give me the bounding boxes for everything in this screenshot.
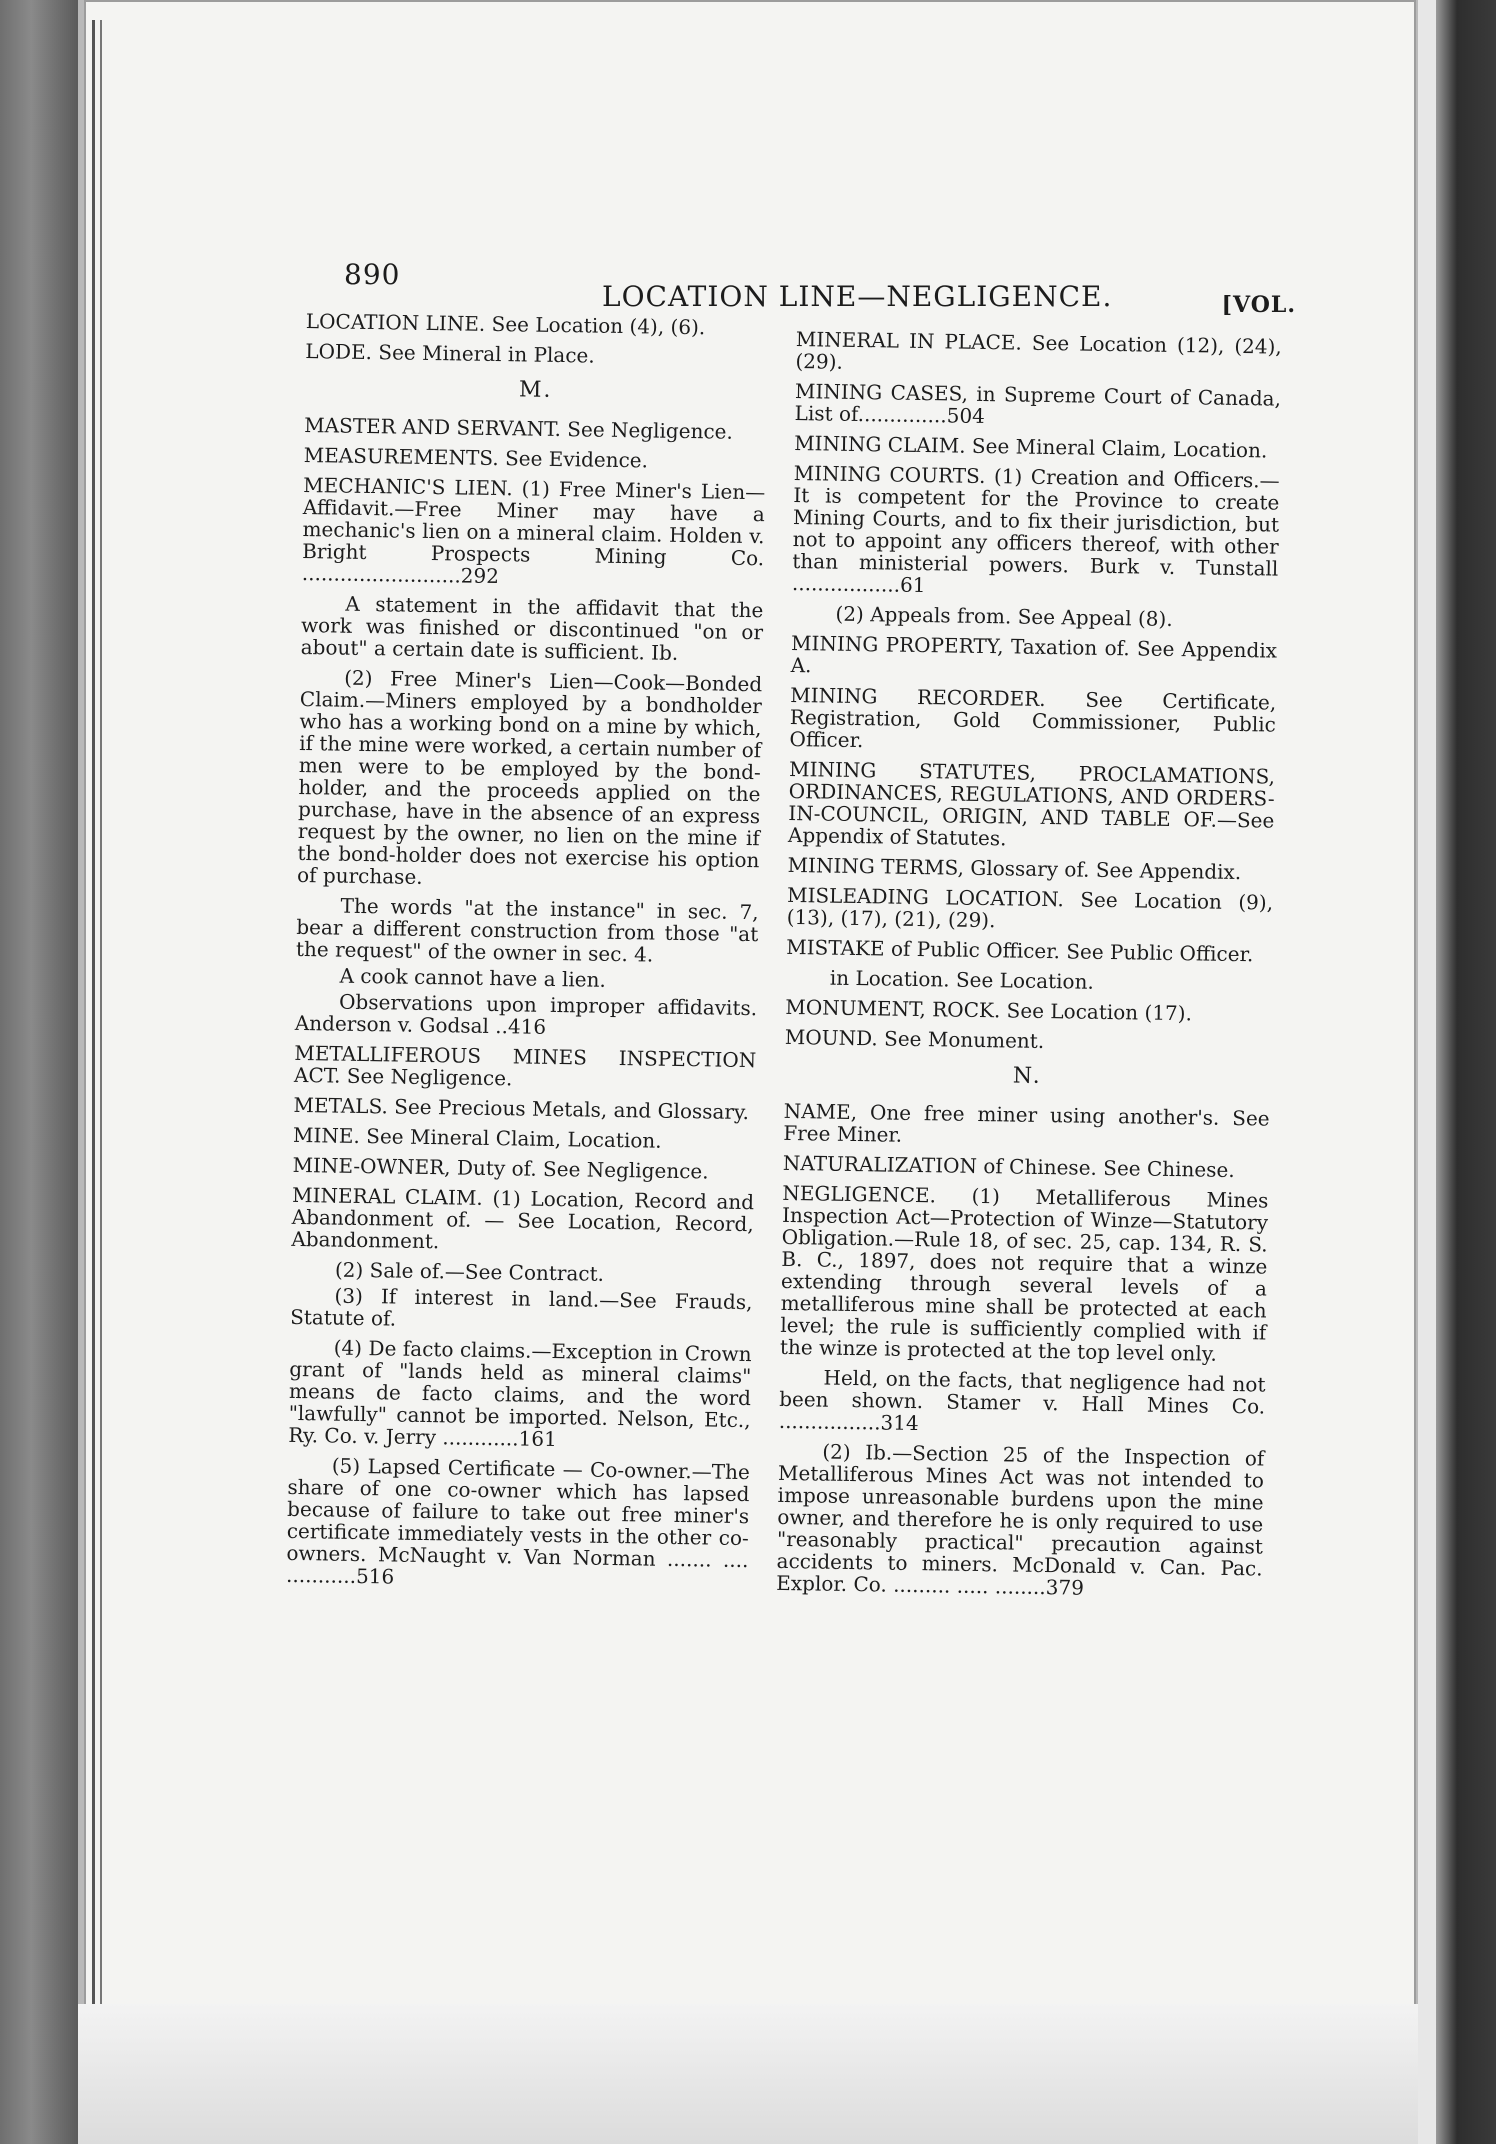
index-entry-naturalization: NATURALIZATION of Chinese. See Chinese. bbox=[782, 1150, 1235, 1182]
index-note-negligence-held: Held, on the facts, that negligence had not been shown. Stamer v. Hall Mines Co. ................314 bbox=[778, 1365, 1266, 1436]
index-entry-negligence-1: NEGLIGENCE. (1) Metalliferous Mines Inspection Act—Protection of Winze—Statutory Obligation.—Rule 18, of sec. 25, cap. 134, R. S. B. C., 1897, does not require that a winze extending through several levels of a metalliferous mine shall be protected at each level; the rule is sufficiently complied with if the winze is protected at the top level only. bbox=[779, 1180, 1269, 1366]
index-note-cook: A cook cannot have a lien. bbox=[339, 963, 607, 992]
index-entry-name: NAME, One free miner using another's. See Free Miner. bbox=[783, 1098, 1270, 1147]
index-entry-mechanics-lien-1: MECHANIC'S LIEN. (1) Free Miner's Lien—Affidavit.—Free Miner may have a mechanic's lien on a mineral claim. Holden v. Bright Prospects Mining Co. .........................292 bbox=[301, 472, 766, 589]
index-note-affidavits: Observations upon improper affidavits. Anderson v. Godsal ..416 bbox=[294, 989, 758, 1039]
index-entry-mineral-claim-3: (3) If interest in land.—See Frauds, Statute of. bbox=[289, 1283, 753, 1331]
index-entry-mine: MINE. See Mineral Claim, Location. bbox=[292, 1122, 662, 1153]
index-entry-mechanics-lien-2: (2) Free Miner's Lien—Cook—Bonded Claim.—Miners employed by a bondholder who has a working bond on a mine by which, if the mine were worked, a certain number of men were to be employed by the bond-holder, and the proceeds applied on the purchase, have in the absence of an express request by the owner, no lien on the mine if the bond-holder does not exercise his option of purchase. bbox=[296, 665, 763, 889]
index-entry-mineral-claim-2: (2) Sale of.—See Contract. bbox=[334, 1257, 605, 1286]
index-entry-metals: METALS. See Precious Metals, and Glossary. bbox=[293, 1092, 750, 1125]
index-entry-mining-courts-2: (2) Appeals from. See Appeal (8). bbox=[835, 601, 1173, 631]
index-note-mechanics-lien-affidavit: A statement in the affidavit that the work was finished or discontinued "on or about" a certain date is sufficient. Ib. bbox=[300, 591, 764, 665]
section-letter-m: M. bbox=[518, 377, 553, 403]
index-entry-mining-property: MINING PROPERTY, Taxation of. See Appendix A. bbox=[790, 630, 1278, 678]
index-entry-measurements: MEASUREMENTS. See Evidence. bbox=[303, 442, 649, 473]
index-entry-metalliferous: METALLIFEROUS MINES INSPECTION ACT. See Negligence. bbox=[293, 1040, 757, 1091]
index-entry-monument: MONUMENT, ROCK. See Location (17). bbox=[785, 994, 1193, 1026]
index-entry-mining-recorder: MINING RECORDER. See Certificate, Registration, Gold Commissioner, Public Officer. bbox=[789, 682, 1277, 753]
index-entry-negligence-2: (2) Ib.—Section 25 of the Inspection of Metalliferous Mines Act was not intended to impose unreasonable burdens upon the mine owner, and therefore he is only required to use "reasonably practical" precaution against accidents to miners. McDonald v. Can. Pac. Explor. Co. ......... ..... ........379 bbox=[776, 1439, 1265, 1600]
index-entry-mining-terms: MINING TERMS, Glossary of. See Appendix. bbox=[787, 852, 1242, 885]
index-entry-master-servant: MASTER AND SERVANT. See Negligence. bbox=[304, 412, 734, 444]
page-fold-line bbox=[92, 20, 95, 2110]
index-entry-mineral-claim-5: (5) Lapsed Certificate — Co-owner.—The share of one co-owner which has lapsed because of failure to take out free miner's certificate immediately vests in the other co-owners. McNaught v. Van Norman ....... .... ...........516 bbox=[285, 1453, 750, 1589]
index-entry-mine-owner: MINE-OWNER, Duty of. See Negligence. bbox=[292, 1152, 709, 1184]
index-entry-mineral-claim-1: MINERAL CLAIM. (1) Location, Record and Abandonment of. — See Location, Record, Abandonment. bbox=[291, 1182, 755, 1254]
page-number: 890 bbox=[344, 258, 401, 291]
index-column-right bbox=[776, 328, 1282, 1609]
index-entry-lode: LODE. See Mineral in Place. bbox=[305, 338, 595, 368]
page-fold-line-secondary bbox=[100, 20, 102, 2110]
index-entry-mining-statutes: MINING STATUTES, PROCLAMATIONS, ORDINANCES, REGULATIONS, AND ORDERS-IN-COUNCIL, ORIGIN, AND TABLE OF.—See Appendix of Statutes. bbox=[787, 756, 1276, 851]
index-entry-mining-cases: MINING CASES, in Supreme Court of Canada, List of..............504 bbox=[794, 378, 1282, 428]
index-entry-mineral-in-place: MINERAL IN PLACE. See Location (12), (24), (29). bbox=[795, 327, 1282, 374]
scan-left-edge bbox=[0, 0, 78, 2144]
index-entry-mistake-location: in Location. See Location. bbox=[829, 965, 1095, 994]
index-entry-location-line: LOCATION LINE. See Location (4), (6). bbox=[305, 309, 706, 340]
index-entry-mineral-claim-4: (4) De facto claims.—Exception in Crown grant of "lands held as mineral claims" means de facto claims, and the word "lawfully" cannot be imported. Nelson, Etc., Ry. Co. v. Jerry ............161 bbox=[288, 1335, 752, 1452]
index-note-instance-request: The words "at the instance" in sec. 7, bear a different construction from those "at the request" of the owner in sec. 4. bbox=[295, 893, 759, 967]
index-entry-mining-claim: MINING CLAIM. See Mineral Claim, Location. bbox=[794, 430, 1268, 463]
scan-right-edge bbox=[1436, 0, 1496, 2144]
scan-bottom-edge bbox=[78, 2004, 1418, 2144]
index-entry-mining-courts-1: MINING COURTS. (1) Creation and Officers.—It is competent for the Province to create Mining Courts, and to fix their jurisdiction, but not to appoint any officers thereof, with other than ministerial powers. Burk v. Tunstall .................61 bbox=[791, 460, 1280, 598]
section-letter-n: N. bbox=[1012, 1063, 1042, 1089]
index-entry-mound: MOUND. See Monument. bbox=[784, 1024, 1045, 1053]
scan-right-strip bbox=[1418, 0, 1436, 2144]
volume-marker: [VOL. bbox=[1221, 292, 1296, 318]
index-column-left bbox=[286, 310, 768, 1601]
running-title: LOCATION LINE—NEGLIGENCE. bbox=[602, 280, 1113, 313]
index-entry-mistake: MISTAKE of Public Officer. See Public Officer. bbox=[786, 934, 1254, 967]
index-entry-misleading-location: MISLEADING LOCATION. See Location (9), (13), (17), (21), (29). bbox=[786, 882, 1274, 933]
